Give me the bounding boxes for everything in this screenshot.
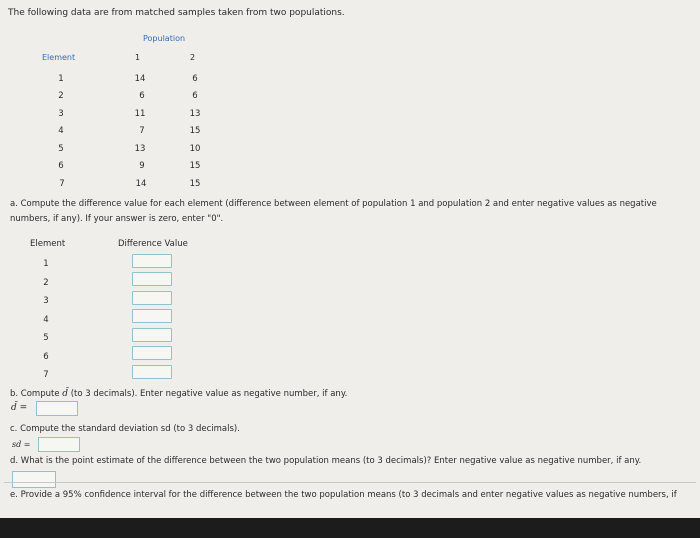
- element-column-header: Element: [42, 53, 76, 62]
- difference-value-input-3[interactable]: [132, 291, 172, 305]
- point-estimate-input[interactable]: [12, 471, 56, 488]
- bottom-bar: [0, 518, 700, 538]
- table-row-pop2: 15: [189, 126, 201, 136]
- part-c-instructions: c. Compute the standard deviation sd (to 3 decimals).: [10, 424, 240, 434]
- part-b-prefix: b. Compute: [10, 389, 60, 399]
- table-row-pop1: 14: [134, 74, 146, 84]
- difference-element-label: 6: [43, 352, 49, 362]
- difference-value-input-7[interactable]: [132, 365, 172, 379]
- sd-label: sd =: [12, 440, 31, 449]
- difference-element-label: 2: [43, 278, 49, 288]
- table-row-pop1: 6: [139, 91, 145, 101]
- difference-element-header: Element: [30, 239, 66, 249]
- table-row-pop1: 7: [139, 126, 145, 136]
- table-row-element: 5: [58, 144, 64, 154]
- table-row-pop1: 14: [135, 179, 147, 189]
- table-row-element: 3: [58, 109, 64, 119]
- difference-value-input-4[interactable]: [132, 309, 172, 323]
- table-row-pop1: 9: [139, 161, 145, 171]
- table-row-element: 4: [58, 126, 64, 136]
- table-row-pop2: 6: [192, 74, 198, 84]
- difference-value-input-1[interactable]: [132, 254, 172, 268]
- intro-text: The following data are from matched samples taken from two populations.: [8, 8, 345, 18]
- part-d-instructions: d. What is the point estimate of the difference between the two population means (to 3 decimals)? Enter negative value as negative number, if any.: [10, 456, 642, 466]
- table-row-pop2: 15: [189, 179, 201, 189]
- table-row-element: 7: [59, 179, 65, 189]
- part-a-instructions: a. Compute the difference value for each element (difference between element of population 1 and population 2 and enter negative values as negative numbers, if any). If your answer is zero, enter "0".: [10, 199, 657, 224]
- table-row-pop2: 10: [189, 144, 201, 154]
- difference-element-label: 4: [43, 315, 49, 325]
- difference-value-header: Difference Value: [118, 239, 188, 249]
- part-b-suffix: (to 3 decimals). Enter negative value as negative number, if any.: [70, 389, 348, 399]
- population-group-header: Population: [143, 34, 186, 43]
- population-1-header: 1: [135, 53, 141, 62]
- d-bar-label: d̄ =: [11, 403, 28, 413]
- table-row-pop2: 6: [192, 91, 198, 101]
- difference-value-input-2[interactable]: [132, 272, 172, 286]
- table-row-pop1: 13: [134, 144, 146, 154]
- section-divider: [4, 482, 696, 483]
- table-row-pop1: 11: [134, 109, 146, 119]
- difference-value-input-5[interactable]: [132, 328, 172, 342]
- table-row-pop2: 13: [189, 109, 201, 119]
- difference-element-label: 1: [43, 259, 49, 269]
- d-bar-input[interactable]: [36, 401, 78, 416]
- d-bar-symbol: d̄: [62, 389, 69, 399]
- table-row-element: 6: [58, 161, 64, 171]
- table-row-element: 1: [58, 74, 64, 84]
- sd-input[interactable]: [38, 437, 80, 452]
- difference-element-label: 3: [43, 296, 49, 306]
- population-2-header: 2: [190, 53, 196, 62]
- part-b-instructions: [10, 389, 347, 399]
- part-e-instructions: e. Provide a 95% confidence interval for the difference between the two population means (to 3 decimals and enter negative values as negative numbers, if: [10, 490, 677, 500]
- difference-element-label: 5: [43, 333, 49, 343]
- difference-element-label: 7: [43, 370, 49, 380]
- table-row-element: 2: [58, 91, 64, 101]
- table-row-pop2: 15: [189, 161, 201, 171]
- difference-value-input-6[interactable]: [132, 346, 172, 360]
